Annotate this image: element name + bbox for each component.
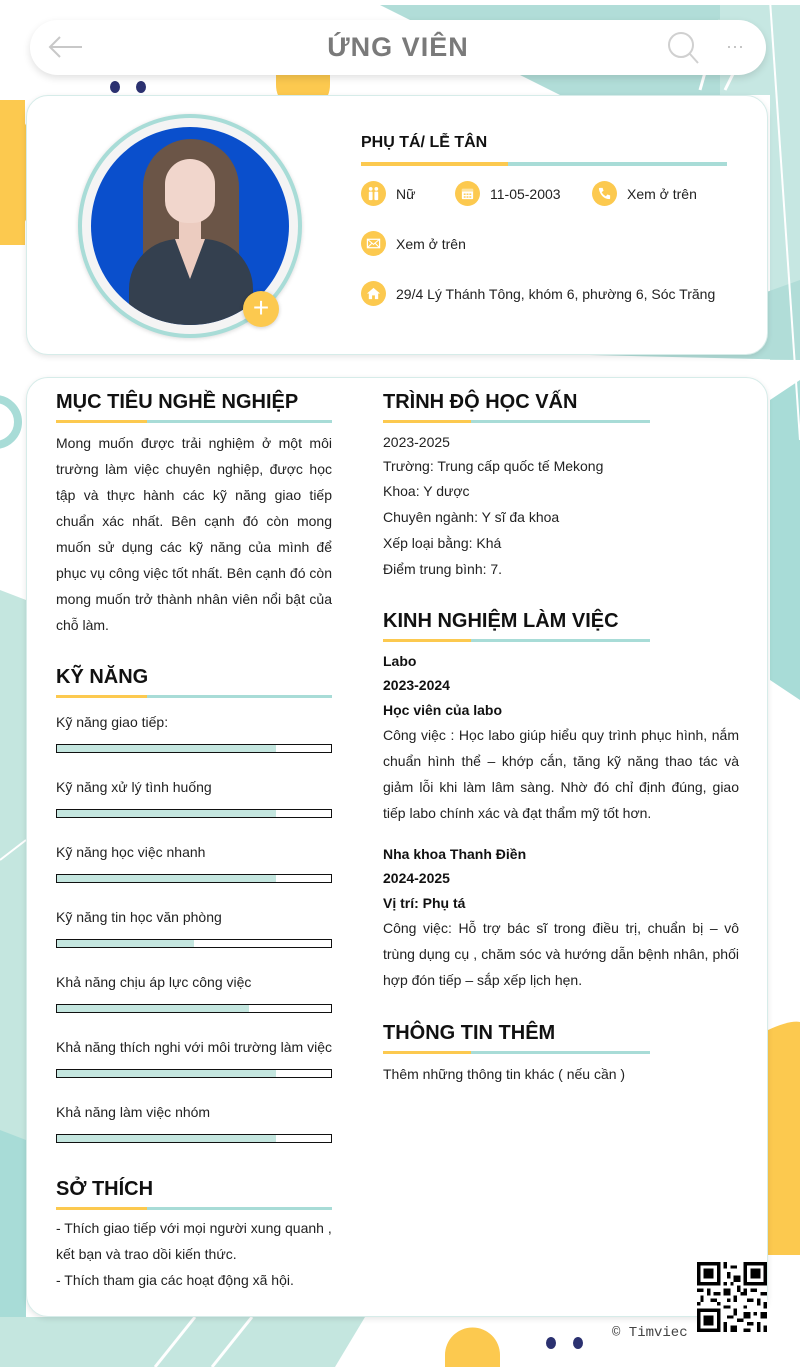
skill-label: Khả năng làm việc nhóm — [56, 1104, 211, 1120]
section-divider — [56, 420, 332, 423]
skill-bar — [56, 939, 332, 948]
phone-icon — [592, 181, 617, 206]
skill-bar — [56, 874, 332, 883]
gender-value: Nữ — [396, 185, 416, 202]
skill-bar — [56, 809, 332, 818]
education-line: Xếp loại bằng: Khá — [383, 535, 502, 551]
skill-label: Kỹ năng xử lý tình huống — [56, 779, 212, 795]
company-name: Labo — [383, 653, 417, 669]
skill-label: Kỹ năng giao tiếp: — [56, 714, 169, 730]
gender-item — [361, 181, 415, 206]
page-title: ỨNG VIÊN — [327, 32, 469, 62]
objective-heading: MỤC TIÊU NGHỀ NGHIỆP — [56, 391, 299, 413]
address-item — [361, 281, 715, 306]
skill-label: Khả năng chịu áp lực công việc — [56, 974, 252, 990]
section-divider — [383, 1051, 650, 1054]
education-line: Trường: Trung cấp quốc tế Mekong — [383, 458, 604, 474]
top-app-bar — [30, 20, 766, 75]
job-title: PHỤ TÁ/ LỄ TÂN — [361, 134, 488, 151]
skill-label: Kỹ năng tin học văn phòng — [56, 909, 222, 925]
education-line: Điểm trung bình: 7. — [383, 561, 503, 577]
gender-icon — [361, 181, 386, 206]
company-name: Nha khoa Thanh Điền — [383, 846, 527, 862]
additional-text: Thêm những thông tin khác ( nếu cần ) — [383, 1066, 626, 1082]
phone-value: Xem ở trên — [627, 185, 697, 202]
job-period: 2024-2025 — [383, 870, 450, 886]
skills-heading: KỸ NĂNG — [56, 666, 149, 688]
skill-bar — [56, 1134, 332, 1143]
hobby-line: - Thích tham gia các hoạt động xã hội. — [56, 1272, 294, 1288]
search-icon[interactable] — [666, 30, 702, 66]
job-position: Học viên của labo — [383, 702, 503, 718]
experience-heading: KINH NGHIỆM LÀM VIỆC — [383, 610, 619, 632]
title-divider — [361, 162, 727, 166]
skill-bar — [56, 1069, 332, 1078]
calendar-icon — [455, 181, 480, 206]
email-item — [361, 231, 466, 256]
education-line: Khoa: Y dược — [383, 483, 470, 499]
skill-bar — [56, 1004, 332, 1013]
hobby-line: - Thích giao tiếp với mọi người xung quanh , — [56, 1220, 332, 1236]
skill-bar — [56, 744, 332, 753]
phone-item — [592, 181, 697, 206]
job-position: Vị trí: Phụ tá — [383, 895, 466, 911]
add-photo-button[interactable]: + — [243, 291, 279, 327]
resume-body-card — [26, 377, 768, 1317]
arrow-left-icon[interactable] — [46, 30, 86, 64]
mail-icon — [361, 231, 386, 256]
skill-label: Khả năng thích nghi với môi trường làm việc — [56, 1039, 332, 1055]
copyright-text: © Timviec — [612, 1325, 688, 1341]
education-line: 2023-2025 — [383, 434, 450, 450]
hobby-line: kết bạn và trao dồi kiến thức. — [56, 1246, 237, 1262]
birthday-value: 11-05-2003 — [490, 185, 561, 202]
qr-code-icon — [697, 1262, 767, 1332]
section-divider — [56, 1207, 332, 1210]
additional-heading: THÔNG TIN THÊM — [383, 1022, 556, 1044]
profile-card — [26, 95, 768, 355]
skill-label: Kỹ năng học việc nhanh — [56, 844, 206, 860]
job-period: 2023-2024 — [383, 677, 450, 693]
section-divider — [383, 639, 650, 642]
hobbies-heading: SỞ THÍCH — [56, 1178, 154, 1200]
birthday-item — [455, 181, 561, 206]
email-value: Xem ở trên — [396, 235, 466, 252]
objective-text: Mong muốn được trải nghiệm ở một môi trường làm việc chuyên nghiệp, được học tập và thực hành các kỹ năng giao tiếp chuẩn xác nhất. Bên cạnh đó còn mong muốn sử dụng các kỹ năng của mình để phục vụ công việc tốt nhất. Bên cạnh đó còn mong muốn trở thành nhân viên nổi bật của chỗ làm. — [56, 435, 332, 633]
education-line: Chuyên ngành: Y sĩ đa khoa — [383, 509, 560, 525]
home-icon — [361, 281, 386, 306]
section-divider — [383, 420, 650, 423]
job-description: Công việc : Học labo giúp hiểu quy trình phục hình, nắm chuẩn hình thể – khớp cắn, tăng kỹ năng thao tác và giảm lỗi khi làm lâm sàng. Nhờ đó chỉ định đúng, giao tiếp labo chính xác và đạt thẩm mỹ tốt hơn. — [383, 727, 739, 821]
education-heading: TRÌNH ĐỘ HỌC VẤN — [383, 391, 578, 413]
address-value: 29/4 Lý Thánh Tông, khóm 6, phường 6, Sóc Trăng — [396, 285, 716, 302]
job-description: Công việc: Hỗ trợ bác sĩ trong điều trị, chuẩn bị – vô trùng dụng cụ , chăm sóc và hướng dẫn bệnh nhân, phối hợp đón tiếp – sắp xếp lịch hẹn. — [383, 920, 739, 988]
section-divider — [56, 695, 332, 698]
more-horizontal-icon[interactable]: ··· — [726, 36, 744, 56]
